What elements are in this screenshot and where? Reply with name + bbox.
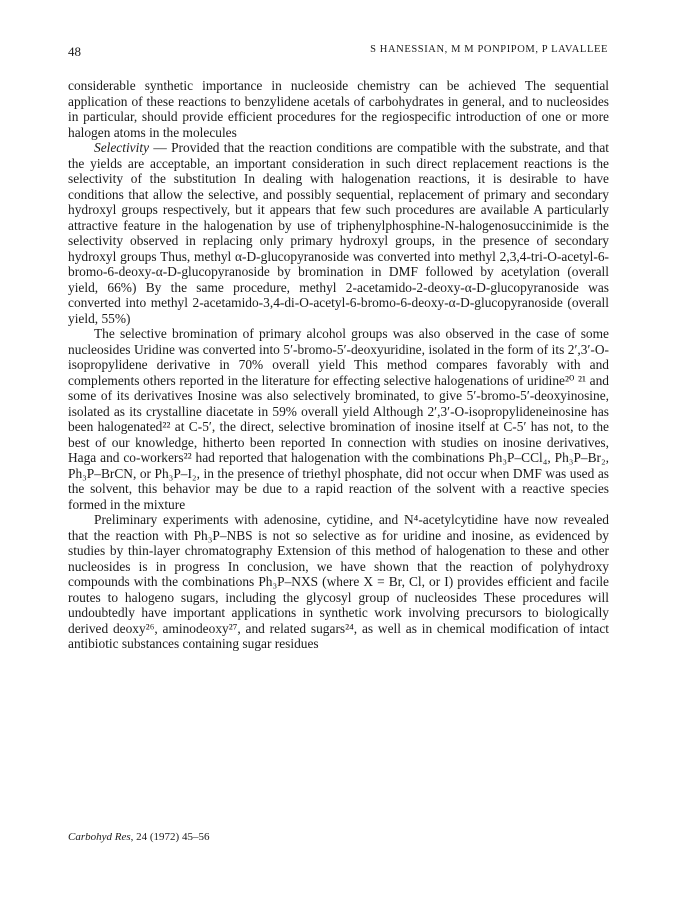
section-heading-selectivity: Selectivity: [94, 140, 150, 155]
page-footer: [68, 831, 209, 843]
paragraph-text: — Provided that the reaction conditions are compatible with the substrate, and that the yields are acceptable, an important consideration in such direct replacement reactions is the selectivity of the substitution In dealing with halogenation reactions, it is desirable to have conditions that allow the selective, and possibly sequential, replacement of primary and secondary hydroxyl groups respectively, but it appears that few such procedures are available A particularly attractive feature in the halogenation by use of triphenylphosphine-N-halogenosuccinimide is the selectivity observed in replacing only primary hydroxyl groups, in the presence of secondary hydroxyl groups Thus, methyl α-D-glucopyranoside was converted into methyl 2,3,4-tri-O-acetyl-6-bromo-6-deoxy-α-D-glucopyranoside by bromination in DMF followed by acetylation (overall yield, 66%) By the same procedure, methyl 2-acetamido-2-deoxy-α-D-glucopyranoside was converted into methyl 2-acetamido-3,4-di-O-acetyl-6-bromo-6-deoxy-α-D-glucopyranoside (overall yield, 55%): [68, 140, 609, 326]
journal-name: Carbohyd Res: [68, 831, 131, 843]
paragraph-nucleosides: [68, 326, 609, 512]
running-head: S HANESSIAN, M M PONPIPOM, P LAVALLEE: [370, 44, 608, 55]
paragraph-conclusion: [68, 512, 609, 652]
page-number: 48: [68, 44, 81, 59]
paragraph-selectivity: [68, 140, 609, 326]
paragraph-text: Preliminary experiments with adenosine, cytidine, and N⁴-acetylcytidine have now revealed that the reaction with Ph₃P–NBS is not so selective as for uridine and inosine, as evidenced by studies by thin-layer chromatography Extension of this method of halogenation to these and other nucleosides is in progress In conclusion, we have shown that the reaction of polyhydroxy compounds with the combinations Ph₃P–NXS (where X = Br, Cl, or I) provides efficient and facile routes to halogeno sugars, including the glycosyl group of nucleosides These procedures will undoubtedly have important applications in synthetic work involving precursors to biologically derived deoxy²⁶, aminodeoxy²⁷, and related sugars²⁴, as well as in chemical modification of intact antibiotic substances containing sugar residues: [68, 512, 609, 651]
page-header: [68, 44, 608, 62]
journal-citation: , 24 (1972) 45–56: [130, 831, 210, 843]
paragraph-continuation: [68, 78, 609, 140]
article-body: [68, 78, 609, 652]
paragraph-text: The selective bromination of primary alcohol groups was also observed in the case of some nucleosides Uridine was converted into 5′-bromo-5′-deoxyuridine, isolated in the form of its 2′,3′-O-isopropylidene derivative in 70% overall yield This method compares favorably with and complements others reported in the literature for effecting selective halogenations of uridine²⁰ ²¹ and some of its derivatives Inosine was also selectively brominated, to give 5′-bromo-5′-deoxyinosine, isolated as its crystalline diacetate in 59% overall yield Although 2′,3′-O-isopropylideneinosine has been halogenated²² at C-5′, the direct, selective bromination of inosine itself at C-5′ has not, to the best of our knowledge, hitherto been reported In connection with studies on inosine derivatives, Haga and co-workers²² had reported that halogenation with the combinations Ph₃P–CCl₄, Ph₃P–Br₂, Ph₃P–BrCN, or Ph₃P–I₂, in the presence of triethyl phosphate, did not occur when DMF was used as the solvent, this behavior may be due to a rapid reaction of the solvent with a reactive species formed in the mixture: [68, 326, 609, 512]
paragraph-text: considerable synthetic importance in nucleoside chemistry can be achieved The sequential application of these reactions to benzylidene acetals of carbohydrates in general, and to nucleosides in particular, should provide efficient procedures for the regiospecific introduction of one or more halogen atoms in the molecules: [68, 78, 609, 140]
